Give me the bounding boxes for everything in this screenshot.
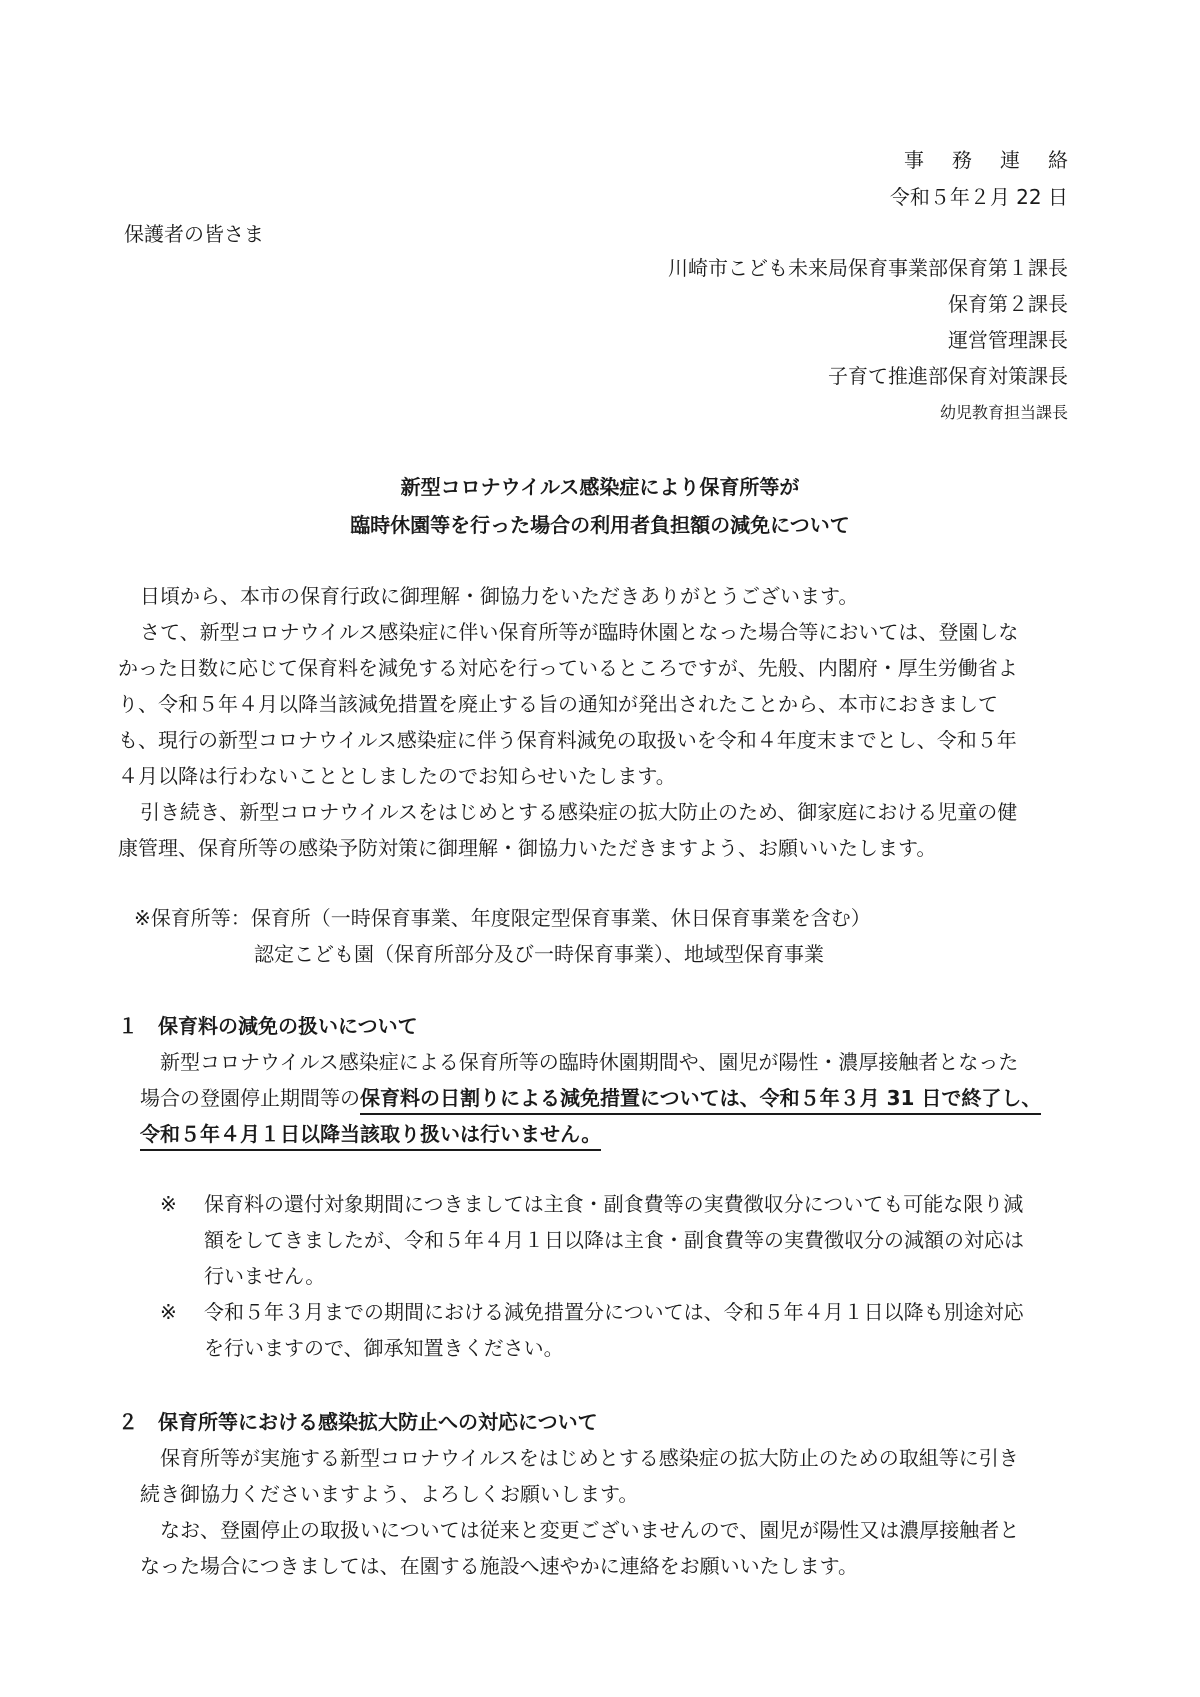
note-mark: ※: [160, 1300, 177, 1324]
text-line: 引き続き、新型コロナウイルスをはじめとする感染症の拡大防止のため、御家庭における児童の健: [140, 800, 1018, 824]
text-line: 続き御協力くださいますよう、よろしくお願いします。: [140, 1482, 639, 1506]
document-title-line-1: 新型コロナウイルス感染症により保育所等が: [400, 475, 800, 499]
text-line: なお、登園停止の取扱いについては従来と変更ございませんので、園児が陽性又は濃厚接触者と: [160, 1518, 1020, 1542]
section-2-heading: ２ 保育所等における感染拡大防止への対応について: [118, 1410, 598, 1434]
text-line: を行いますので、御承知置きください。: [204, 1336, 564, 1360]
note-mark: ※: [160, 1192, 177, 1216]
text-line: なった場合につきましては、在園する施設へ速やかに連絡をお願いいたします。: [140, 1554, 858, 1578]
text-line: 保育所等が実施する新型コロナウイルスをはじめとする感染症の拡大防止のための取組等に引き: [160, 1446, 1019, 1470]
document-date: 令和５年２月 22 日: [889, 185, 1068, 209]
text-line: ４月以降は行わないこととしましたのでお知らせいたします。: [118, 764, 676, 788]
sender-line: 子育て推進部保育対策課長: [828, 364, 1068, 388]
document-type: 事務連絡: [904, 148, 1096, 172]
definition-note-line-2: 認定こども園（保育所部分及び一時保育事業）、地域型保育事業: [254, 942, 824, 966]
definition-note-line-1: ※保育所等：保育所（一時保育事業、年度限定型保育事業、休日保育事業を含む）: [134, 906, 871, 930]
plain-text: 場合の登園停止期間等の: [140, 1086, 360, 1110]
text-line-emphasis: [140, 1122, 601, 1146]
text-line: ※ 令和５年３月までの期間における減免措置分については、令和５年４月１日以降も別途対応: [160, 1300, 1024, 1324]
addressee: 保護者の皆さま: [124, 222, 264, 246]
sender-line: 運営管理課長: [948, 328, 1068, 352]
sender-line: 幼児教育担当課長: [939, 403, 1068, 422]
text-line-with-emphasis: [140, 1086, 1041, 1110]
section-1-heading: １ 保育料の減免の扱いについて: [118, 1014, 418, 1038]
text-line: かった日数に応じて保育料を減免する対応を行っているところですが、先般、内閣府・厚生労働省よ: [118, 656, 1018, 680]
text-line: さて、新型コロナウイルス感染症に伴い保育所等が臨時休園となった場合等においては、登園しな: [140, 620, 1019, 644]
document-title-line-2: 臨時休園等を行った場合の利用者負担額の減免について: [350, 513, 850, 537]
text-line: 新型コロナウイルス感染症による保育所等の臨時休園期間や、園児が陽性・濃厚接触者となった: [160, 1050, 1019, 1074]
text-line: 額をしてきましたが、令和５年４月１日以降は主食・副食費等の実費徴収分の減額の対応は: [204, 1228, 1024, 1252]
underlined-emphasis: 保育料の日割りによる減免措置については、令和５年３月 31 日で終了し、: [360, 1086, 1041, 1115]
underlined-emphasis: 令和５年４月１日以降当該取り扱いは行いません。: [140, 1122, 601, 1151]
text-line: 行いません。: [204, 1264, 326, 1288]
sender-line: 川崎市こども未来局保育事業部保育第１課長: [668, 256, 1068, 280]
text-line: 日頃から、本市の保育行政に御理解・御協力をいただきありがとうございます。: [140, 584, 859, 608]
text-line: り、令和５年４月以降当該減免措置を廃止する旨の通知が発出されたことから、本市におきまして: [118, 692, 998, 716]
sender-line: 保育第２課長: [948, 292, 1068, 316]
text-line: も、現行の新型コロナウイルス感染症に伴う保育料減免の取扱いを令和４年度末までとし、令和５年: [118, 728, 1017, 752]
text-line: 康管理、保育所等の感染予防対策に御理解・御協力いただきますよう、お願いいたします。: [118, 836, 937, 860]
text-line: ※ 保育料の還付対象期間につきましては主食・副食費等の実費徴収分についても可能な限り減: [160, 1192, 1024, 1216]
